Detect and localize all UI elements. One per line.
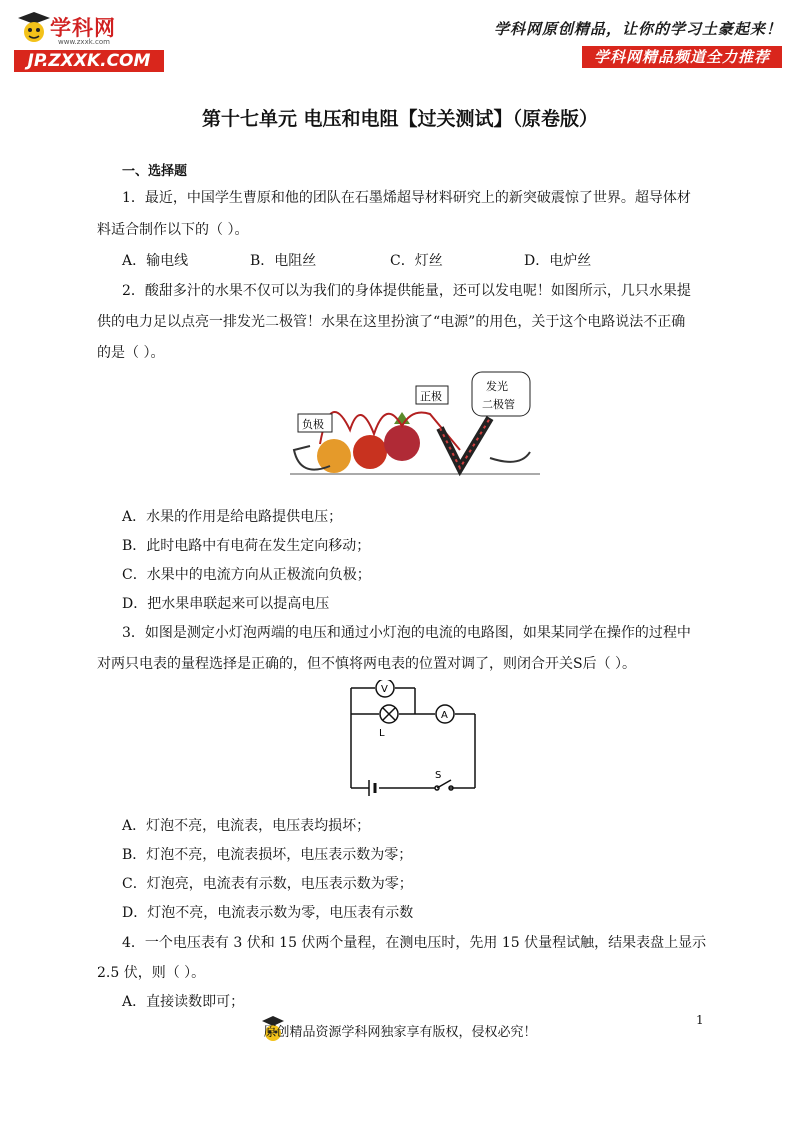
- neg-label: 负极: [302, 418, 324, 431]
- q2-option-c: C．水果中的电流方向从正极流向负极；: [122, 567, 371, 583]
- q3-option-c: C．灯泡亮，电流表有示数，电压表示数为零；: [122, 876, 413, 892]
- dragonfruit: [384, 425, 420, 461]
- q1-option-a: A．输电线: [122, 253, 189, 269]
- q1-option-d: D．电炉丝: [524, 253, 592, 269]
- q3-line1: 3．如图是测定小灯泡两端的电压和通过小灯泡的电流的电路图，如果某同学在操作的过程中: [122, 625, 691, 641]
- q3-option-b: B．灯泡不亮，电流表损坏，电压表示数为零；: [122, 847, 413, 863]
- q1-option-c: C．灯丝: [390, 253, 443, 269]
- q2-option-a: A．水果的作用是给电路提供电压；: [122, 509, 343, 525]
- channel-banner: 学科网精品频道全力推荐: [582, 46, 782, 68]
- q1-option-b: B．电阻丝: [250, 253, 317, 269]
- q2-line3: 的是（ ）。: [97, 345, 165, 361]
- logo-small-url: www.zxxk.com: [58, 38, 110, 46]
- logo-url: JP.ZXXK.COM: [14, 50, 164, 72]
- switch-label: S: [435, 770, 442, 781]
- copyright-notice: 原创精品资源学科网独家享有版权，侵权必究！: [263, 1025, 537, 1040]
- q4-line2: 2.5 伏，则（ ）。: [97, 965, 206, 981]
- led-label-2: 二极管: [482, 398, 515, 411]
- section-heading: 一、选择题: [122, 164, 188, 179]
- q4-line1: 4．一个电压表有 3 伏和 15 伏两个量程，在测电压时，先用 15 伏量程试触，结果表盘上显示: [122, 935, 707, 951]
- slogan: 学科网原创精品，让你的学习土豪起来！: [493, 20, 782, 38]
- page-number: 1: [696, 1013, 704, 1027]
- fruit-battery-figure: [290, 368, 540, 480]
- led-label-1: 发光: [486, 380, 508, 393]
- pos-label: 正极: [420, 390, 442, 403]
- voltmeter-label: V: [381, 684, 388, 695]
- q2-option-d: D．把水果串联起来可以提高电压: [122, 596, 330, 612]
- q2-line1: 2．酸甜多汁的水果不仅可以为我们的身体提供能量，还可以发电呢！如图所示，几只水果提: [122, 283, 691, 299]
- q1-line1: 1．最近，中国学生曹原和他的团队在石墨烯超导材料研究上的新突破震惊了世界。超导体材: [122, 190, 691, 206]
- mascot-icon: [14, 10, 54, 48]
- logo-name: 学科网: [50, 16, 116, 40]
- apple-fruit: [353, 435, 387, 469]
- circuit-diagram: [345, 680, 485, 800]
- q2-line2: 供的电力足以点亮一排发光二极管！水果在这里扮演了“电源”的用色，关于这个电路说法不正确: [97, 314, 686, 330]
- q4-option-a: A．直接读数即可；: [122, 994, 245, 1010]
- ammeter-label: A: [441, 710, 448, 721]
- page-title: 第十七单元 电压和电阻【过关测试】（原卷版）: [201, 108, 599, 130]
- site-logo: [14, 10, 164, 72]
- bulb-label: L: [379, 728, 385, 739]
- q3-option-a: A．灯泡不亮，电流表，电压表均损坏；: [122, 818, 371, 834]
- q2-option-b: B．此时电路中有电荷在发生定向移动；: [122, 538, 371, 554]
- q3-line2: 对两只电表的量程选择是正确的，但不慎将两电表的位置对调了，则闭合开关S后（ ）。: [97, 656, 637, 672]
- q1-line2: 料适合制作以下的（ ）。: [97, 222, 249, 238]
- q3-option-d: D．灯泡不亮，电流表示数为零，电压表有示数: [122, 905, 414, 921]
